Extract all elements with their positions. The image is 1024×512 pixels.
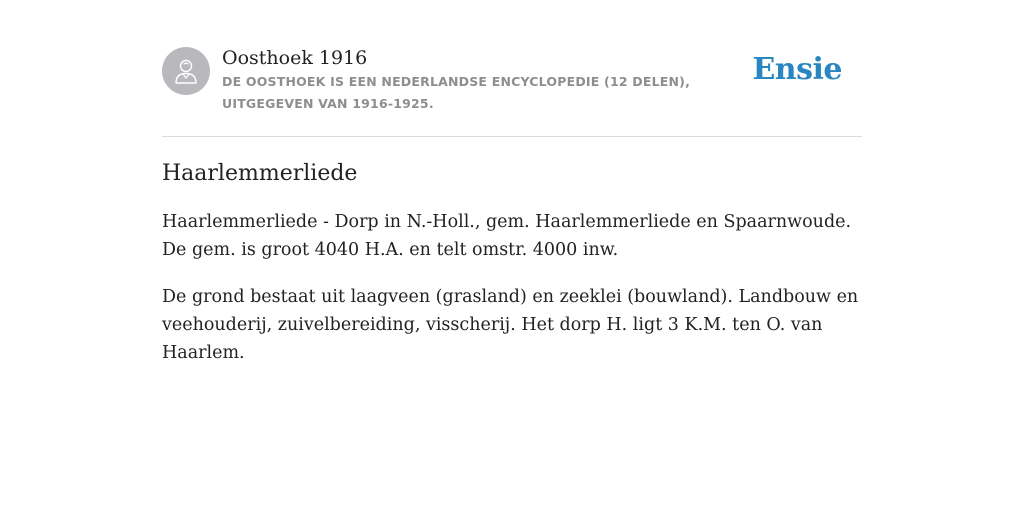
user-icon bbox=[171, 56, 201, 86]
source-avatar[interactable] bbox=[162, 47, 210, 95]
article-paragraph: De grond bestaat uit laagveen (grasland) en zeeklei (bouwland). Landbouw en veehouderij, zuivelbereiding, visscherij. Het dorp H. ligt 3 K.M. ten O. van Haarlem. bbox=[162, 287, 859, 363]
article-paragraph: Haarlemmerliede - Dorp in N.-Holl., gem. Haarlemmerliede en Spaarnwoude. De gem. is groot 4040 H.A. en telt omstr. 4000 inw. bbox=[162, 212, 852, 260]
source-description: DE OOSTHOEK IS EEN NEDERLANDSE ENCYCLOPEDIE (12 DELEN), UITGEGEVEN VAN 1916-1925. bbox=[222, 74, 691, 111]
source-header bbox=[162, 46, 862, 137]
article bbox=[162, 158, 862, 386]
source-name[interactable]: Oosthoek 1916 bbox=[222, 47, 368, 69]
ensie-logo-link[interactable]: Ensie bbox=[752, 52, 842, 87]
article-title: Haarlemmerliede bbox=[162, 161, 358, 186]
